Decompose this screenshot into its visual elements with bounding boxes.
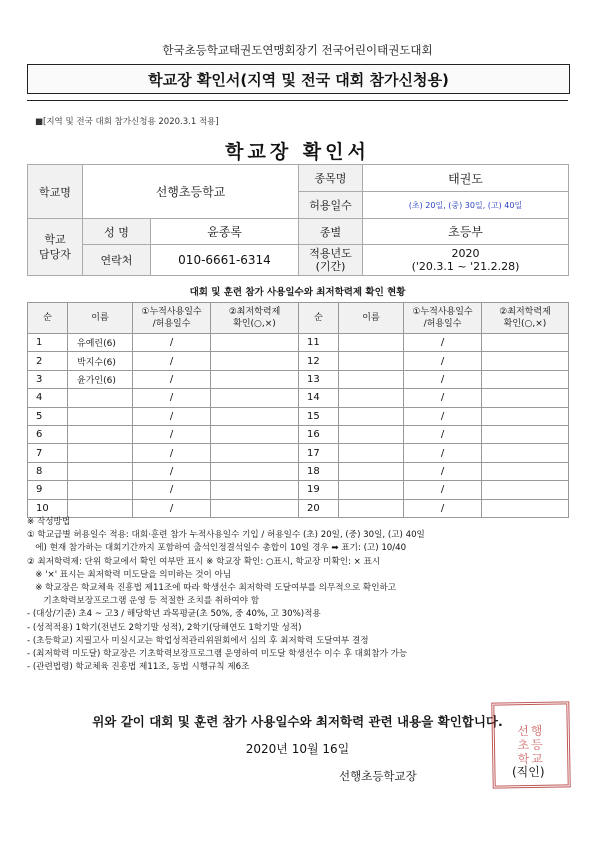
cumulative-days-cell: / <box>404 389 482 407</box>
sport-value: 태권도 <box>363 165 569 192</box>
cumulative-days-cell: / <box>404 334 482 352</box>
student-name <box>339 499 404 517</box>
min-score-check-cell <box>482 334 569 352</box>
sport-label: 종목명 <box>299 165 363 192</box>
days-value: (초) 20일, (중) 30일, (고) 40일 <box>363 192 569 219</box>
row-number: 8 <box>28 462 68 480</box>
row-number: 6 <box>28 425 68 443</box>
form-note: ■[지역 및 전국 대회 참가신청용 2020.3.1 적용] <box>35 117 219 127</box>
min-score-check-cell <box>482 407 569 425</box>
cumulative-days-cell: / <box>133 352 211 370</box>
name-label: 성 명 <box>83 219 151 245</box>
student-name: 유예린(6) <box>68 334 133 352</box>
row-number: 2 <box>28 352 68 370</box>
contact-value: 010-6661-6314 <box>151 245 299 276</box>
name-value: 윤종록 <box>151 219 299 245</box>
note-line: - (대상/기준) 초4 ~ 고3 / 해당학년 과목평균(초 50%, 중 40%, 고 30%)적용 <box>27 609 321 620</box>
row-number: 13 <box>299 370 339 388</box>
student-name <box>339 444 404 462</box>
stamp-line: 선행 <box>517 723 545 739</box>
row-number: 10 <box>28 499 68 517</box>
table-row <box>28 334 569 352</box>
min-score-check-cell <box>482 352 569 370</box>
cumulative-days-cell: / <box>404 462 482 480</box>
cumulative-days-cell: / <box>133 499 211 517</box>
col-name-header: 이름 <box>339 303 404 334</box>
student-name <box>68 499 133 517</box>
row-number: 7 <box>28 444 68 462</box>
cumulative-days-cell: / <box>404 370 482 388</box>
note-line: - (최저학력 미도달) 학교장은 기초학력보장프로그램 운영하여 미도달 학생선수 이수 후 대회참가 가능 <box>27 649 408 660</box>
student-name <box>339 370 404 388</box>
student-name <box>68 407 133 425</box>
table-row <box>28 352 569 370</box>
student-name <box>68 389 133 407</box>
table-row <box>28 425 569 443</box>
table-row <box>28 407 569 425</box>
section-title: 대회 및 훈련 참가 사용일수와 최저학력제 확인 현황 <box>189 287 406 298</box>
row-number: 20 <box>299 499 339 517</box>
cumulative-days-cell: / <box>133 462 211 480</box>
cumulative-days-cell: / <box>404 352 482 370</box>
student-name <box>339 352 404 370</box>
year-value: 2020 <box>451 247 480 260</box>
table-row <box>28 499 569 517</box>
cumulative-days-cell: / <box>404 407 482 425</box>
min-score-check-cell <box>211 389 299 407</box>
table-row <box>28 481 569 499</box>
days-label: 허용일수 <box>299 192 363 219</box>
staff-label: 학교 담당자 <box>28 219 83 276</box>
school-info-table <box>27 164 569 276</box>
cumulative-days-cell: / <box>404 481 482 499</box>
row-number: 12 <box>299 352 339 370</box>
student-name <box>68 444 133 462</box>
min-score-check-cell <box>211 499 299 517</box>
stamp-line: 초등 <box>517 737 545 753</box>
min-score-check-cell <box>482 499 569 517</box>
note-line: ① 학교급별 허용일수 적용: 대회·훈련 참가 누적사용일수 기입 / 허용일수 (초) 20일, (중) 30일, (고) 40일 <box>27 530 425 541</box>
table-row <box>28 444 569 462</box>
contact-label: 연락처 <box>83 245 151 276</box>
date: 2020년 10월 16일 <box>245 742 350 756</box>
min-score-check-cell <box>211 334 299 352</box>
student-name <box>68 481 133 499</box>
cumulative-days-cell: / <box>404 444 482 462</box>
cumulative-days-cell: / <box>133 389 211 407</box>
student-name <box>339 481 404 499</box>
row-number: 19 <box>299 481 339 499</box>
row-number: 3 <box>28 370 68 388</box>
note-line: 에) 현재 참가하는 대회기간까지 포함하여 출석인정결석일수 총합이 10일 경우 ➡ 표기: (고) 10/40 <box>27 543 407 554</box>
table-row <box>28 370 569 388</box>
min-score-check-cell <box>482 462 569 480</box>
student-name <box>339 389 404 407</box>
school-head: 선행초등학교장 <box>339 769 417 783</box>
student-name <box>68 462 133 480</box>
note-line: ※ 작성방법 <box>27 517 71 527</box>
min-score-check-cell <box>482 370 569 388</box>
min-score-check-cell <box>482 444 569 462</box>
divider <box>27 100 568 101</box>
col-days-header: ①누적사용일수 /허용일수 <box>404 303 482 334</box>
cumulative-days-cell: / <box>133 444 211 462</box>
row-number: 18 <box>299 462 339 480</box>
document-title: 학교장 확인서 <box>225 141 370 163</box>
note-line: ② 최저학력제: 단위 학교에서 확인 여부만 표시 ※ 학교장 확인: ○표시, 학교장 미확인: × 표시 <box>27 556 381 567</box>
col-min-header: ②최저학력제 확인(○,×) <box>211 303 299 334</box>
row-number: 17 <box>299 444 339 462</box>
student-name <box>339 462 404 480</box>
note-line: - (관련법령) 학교체육 진흥법 제11조, 동법 시행규칙 제6조 <box>27 662 250 673</box>
page-header: 한국초등학교태권도연맹회장기 전국어린이태권도대회 <box>162 43 433 57</box>
row-number: 16 <box>299 425 339 443</box>
cumulative-days-cell: / <box>133 407 211 425</box>
school-value: 선행초등학교 <box>83 165 299 219</box>
row-number: 15 <box>299 407 339 425</box>
row-number: 5 <box>28 407 68 425</box>
table-header-row <box>28 303 569 334</box>
row-number: 11 <box>299 334 339 352</box>
division-value: 초등부 <box>363 219 569 245</box>
student-name: 윤가인(6) <box>68 370 133 388</box>
period-value: ('20.3.1 ~ '21.2.28) <box>411 260 520 273</box>
student-name <box>339 407 404 425</box>
school-label: 학교명 <box>28 165 83 219</box>
table-row <box>28 462 569 480</box>
note-line: 기초학력보장프로그램 운영 등 적절한 조치를 취하여야 함 <box>27 596 260 607</box>
cumulative-days-cell: / <box>133 334 211 352</box>
row-number: 4 <box>28 389 68 407</box>
col-days-header: ①누적사용일수 /허용일수 <box>133 303 211 334</box>
cumulative-days-cell: / <box>404 425 482 443</box>
student-name <box>339 425 404 443</box>
form-title: 학교장 확인서(지역 및 전국 대회 참가신청용) <box>27 64 570 94</box>
note-line: ※ '×' 표시는 최저학력 미도달을 의미하는 것이 아님 <box>27 569 232 580</box>
row-number: 14 <box>299 389 339 407</box>
cumulative-days-cell: / <box>133 425 211 443</box>
note-line: - (초등학교) 지필고사 미실시교는 학업성적관리위원회에서 심의 후 최저학력 도달여부 결정 <box>27 635 369 646</box>
confirmation-statement: 위와 같이 대회 및 훈련 참가 사용일수와 최저학력 관련 내용을 확인합니다. <box>92 714 503 729</box>
col-min-header: ②최저학력제 확인(○,×) <box>482 303 569 334</box>
row-number: 9 <box>28 481 68 499</box>
cumulative-days-cell: / <box>404 499 482 517</box>
note-line: ※ 학교장은 학교체육 진흥법 제11조에 따라 학생선수 최저학력 도달여부를 의무적으로 확인하고 <box>27 583 397 594</box>
seal-label: (직인) <box>512 765 545 779</box>
student-name <box>68 425 133 443</box>
min-score-check-cell <box>211 481 299 499</box>
min-score-check-cell <box>211 352 299 370</box>
year-label: 적용년도 (기간) <box>299 245 363 276</box>
col-num-header: 순 <box>299 303 339 334</box>
min-score-check-cell <box>211 444 299 462</box>
year-cell <box>363 245 569 276</box>
min-score-check-cell <box>211 407 299 425</box>
participation-table <box>27 302 569 518</box>
cumulative-days-cell: / <box>133 481 211 499</box>
min-score-check-cell <box>482 481 569 499</box>
row-number: 1 <box>28 334 68 352</box>
division-label: 종별 <box>299 219 363 245</box>
min-score-check-cell <box>211 370 299 388</box>
stamp-line: 학교 <box>517 751 545 767</box>
col-name-header: 이름 <box>68 303 133 334</box>
min-score-check-cell <box>482 425 569 443</box>
student-name: 박지수(6) <box>68 352 133 370</box>
min-score-check-cell <box>211 462 299 480</box>
instructions <box>27 516 575 674</box>
cumulative-days-cell: / <box>133 370 211 388</box>
min-score-check-cell <box>211 425 299 443</box>
note-line: - (성적적용) 1학기(전년도 2학기말 성적), 2학기(당해연도 1학기말 성적) <box>27 622 302 633</box>
student-name <box>339 334 404 352</box>
min-score-check-cell <box>482 389 569 407</box>
table-row <box>28 389 569 407</box>
col-num-header: 순 <box>28 303 68 334</box>
